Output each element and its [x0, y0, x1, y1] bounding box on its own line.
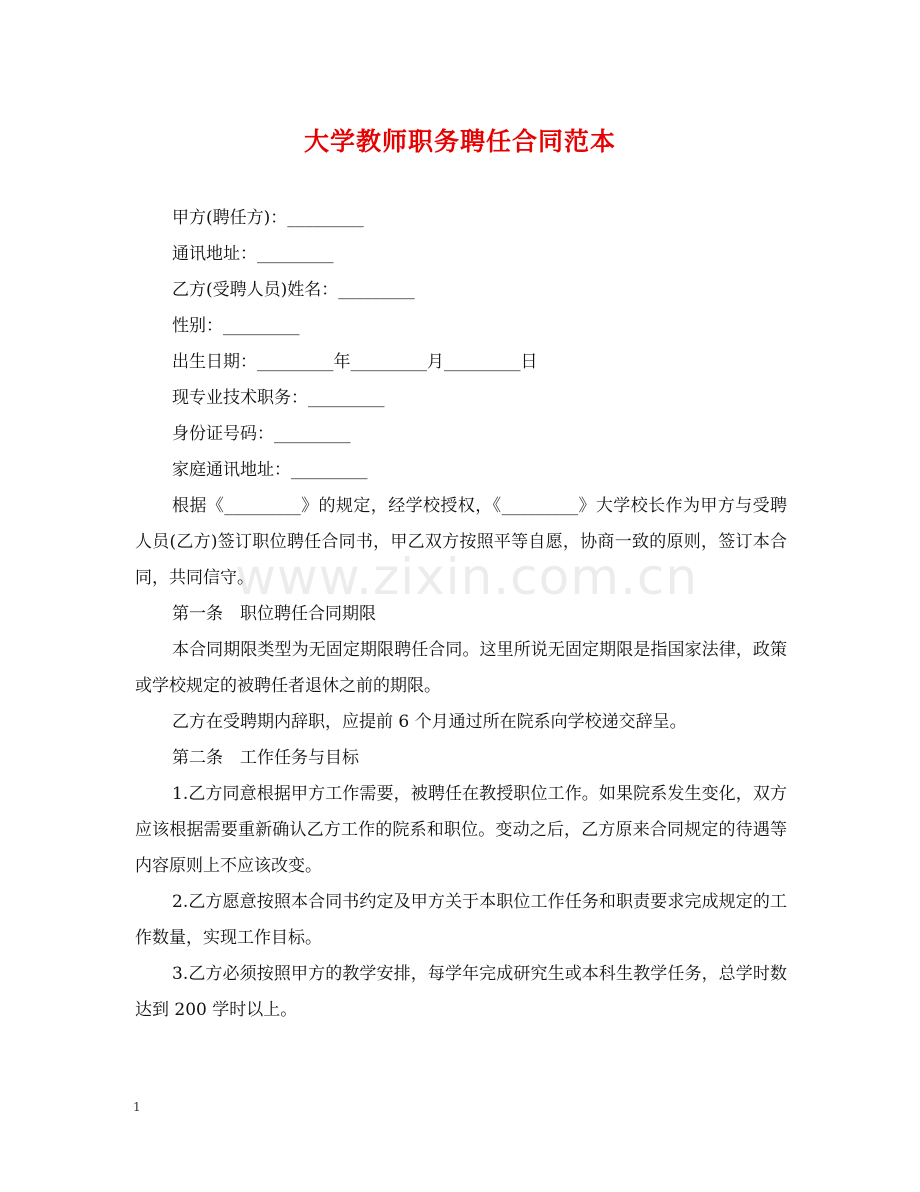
field-gender: 性别：_________: [172, 316, 300, 336]
intro-paragraph: 根据《_________》的规定，经学校授权，《_________》大学校长作为甲方与受聘人员(乙方)签订职位聘任合同书，甲乙双方按照平等自愿，协商一致的原则，签订本合同，共同信守。: [135, 496, 787, 588]
article-1-paragraph-1: 本合同期限类型为无固定期限聘任合同。这里所说无固定期限是指国家法律，政策或学校规定的被聘任者退休之前的期限。: [135, 640, 787, 696]
field-id-number: 身份证号码：_________: [172, 424, 351, 444]
article-2-item-1: 1.乙方同意根据甲方工作需要，被聘任在教授职位工作。如果院系发生变化，双方应该根据需要重新确认乙方工作的院系和职位。变动之后，乙方原来合同规定的待遇等内容原则上不应该改变。: [135, 784, 787, 876]
article-1-paragraph-2: 乙方在受聘期内辞职，应提前 6 个月通过所在院系向学校递交辞呈。: [172, 712, 687, 732]
field-birth-date: 出生日期：_________年_________月_________日: [172, 352, 538, 372]
field-party-b-name: 乙方(受聘人员)姓名：_________: [172, 280, 415, 300]
document-title: 大学教师职务聘任合同范本: [303, 127, 616, 156]
document-body: [135, 200, 787, 1028]
field-party-a: 甲方(聘任方)：_________: [172, 208, 364, 228]
article-1-heading: 第一条 职位聘任合同期限: [172, 604, 376, 624]
article-2-item-3: 3.乙方必须按照甲方的教学安排，每学年完成研究生或本科生教学任务，总学时数达到 200 学时以上。: [135, 964, 787, 1020]
article-2-item-2: 2.乙方愿意按照本合同书约定及甲方关于本职位工作任务和职责要求完成规定的工作数量，实现工作目标。: [135, 892, 787, 948]
article-2-heading: 第二条 工作任务与目标: [172, 748, 359, 768]
field-home-address: 家庭通讯地址：_________: [172, 460, 368, 480]
field-professional-title: 现专业技术职务：_________: [172, 388, 385, 408]
watermark-text: www.zixin.com.cn: [235, 548, 699, 606]
page-number: 1: [133, 1100, 141, 1114]
field-address: 通讯地址：_________: [172, 244, 334, 264]
